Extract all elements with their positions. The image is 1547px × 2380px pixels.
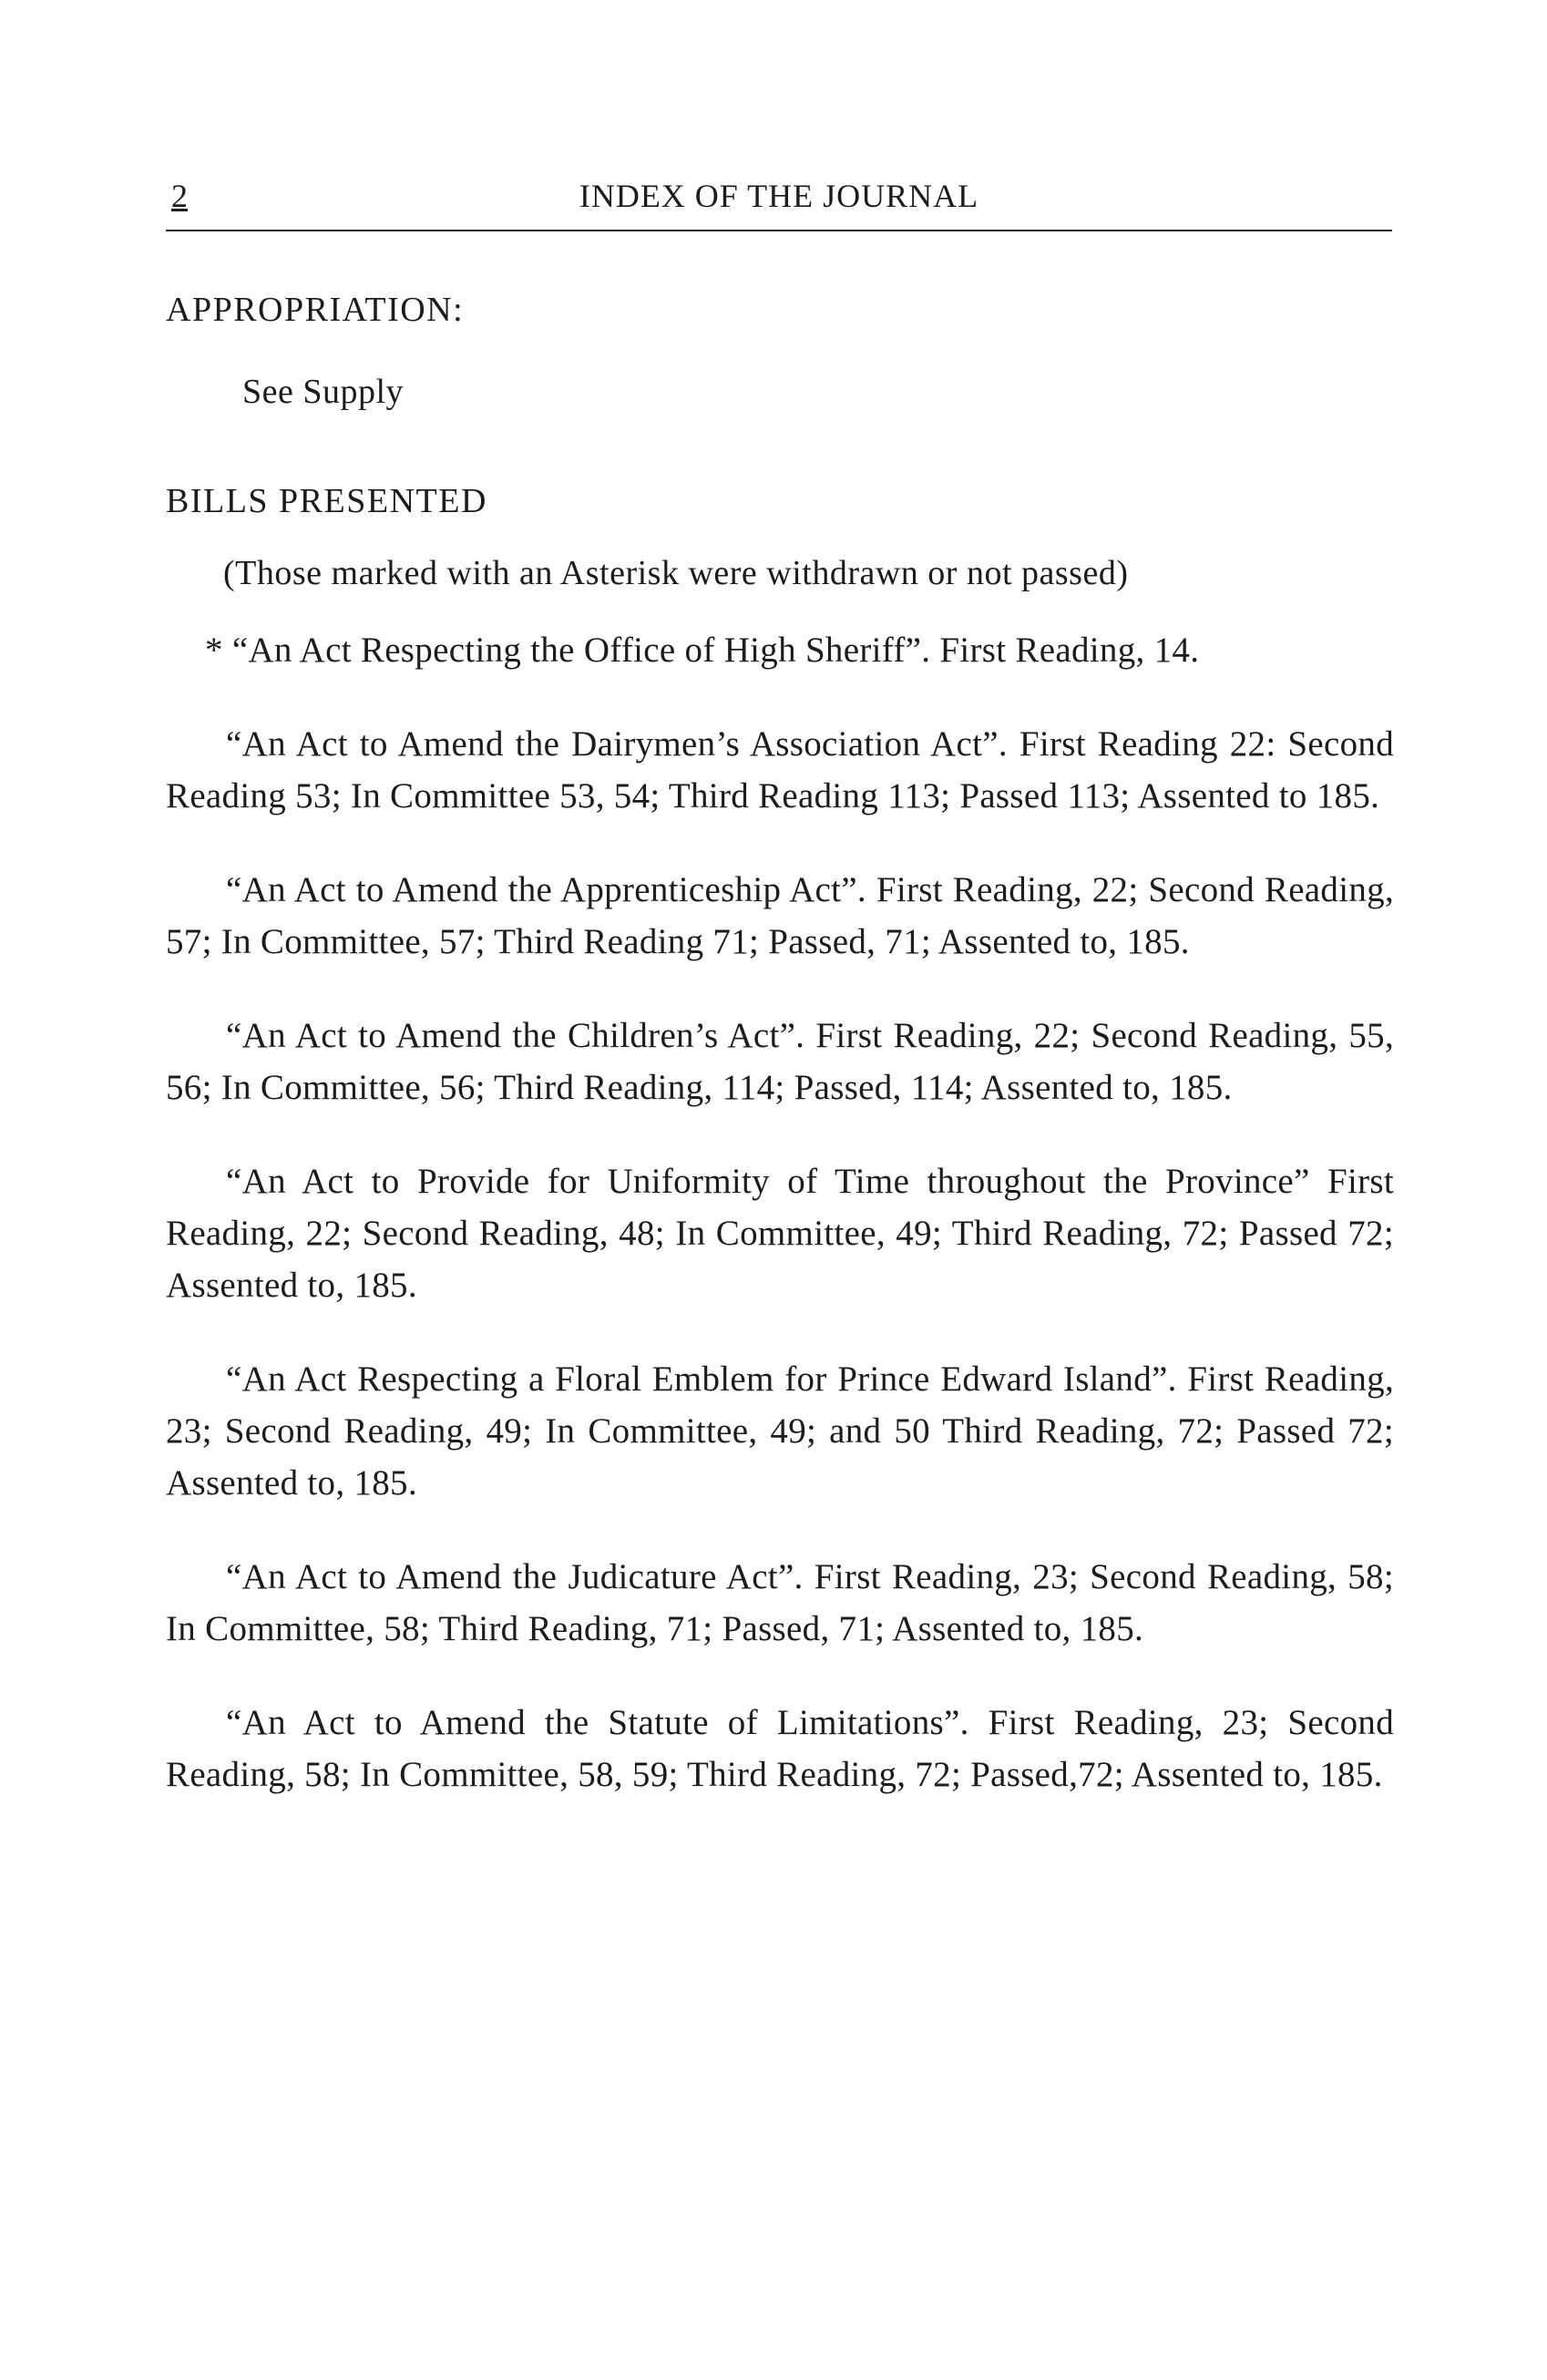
section-heading-appropriation: APPROPRIATION:: [166, 291, 465, 329]
cross-reference: See Supply: [242, 373, 405, 411]
bill-entry: “An Act to Provide for Uniformity of Time throughout the Province” First Reading, 22; Second Reading, 48; In Committee, 49; Third Reading, 72; Passed 72; Assented to, 185.: [166, 1162, 1394, 1305]
bill-entry: * “An Act Respecting the Office of High Sheriff”. First Reading, 14.: [205, 631, 1200, 670]
running-header: [166, 173, 1392, 231]
bill-entry: “An Act to Amend the Apprenticeship Act”. First Reading, 22; Second Reading, 57; In Committee, 57; Third Reading 71; Passed, 71; Assented to, 185.: [166, 870, 1394, 961]
bills-list: [166, 624, 1394, 1842]
bill-entry: “An Act to Amend the Judicature Act”. First Reading, 23; Second Reading, 58; In Committee, 58; Third Reading, 71; Passed, 71; Assented to, 185.: [166, 1557, 1394, 1648]
bill-entry: “An Act to Amend the Dairymen’s Association Act”. First Reading 22: Second Reading 53; In Committee 53, 54; Third Reading 113; Passed 113; Assented to 185.: [166, 724, 1394, 816]
bill-entry: “An Act to Amend the Children’s Act”. First Reading, 22; Second Reading, 55, 56; In Committee, 56; Third Reading, 114; Passed, 114; Assented to, 185.: [166, 1016, 1394, 1107]
bill-entry: “An Act Respecting a Floral Emblem for Prince Edward Island”. First Reading, 23; Second Reading, 49; In Committee, 49; and 50 Third Reading, 72; Passed 72; Assented to, 185.: [166, 1359, 1394, 1503]
bill-entry: “An Act to Amend the Statute of Limitations”. First Reading, 23; Second Reading, 58; In Committee, 58, 59; Third Reading, 72; Passed,72; Assented to, 185.: [166, 1703, 1394, 1794]
journal-title: INDEX OF THE JOURNAL: [579, 178, 979, 214]
section-heading-bills: BILLS PRESENTED: [166, 482, 487, 520]
page-number: 2: [171, 178, 188, 214]
asterisk-note: (Those marked with an Asterisk were withdrawn or not passed): [223, 554, 1129, 592]
